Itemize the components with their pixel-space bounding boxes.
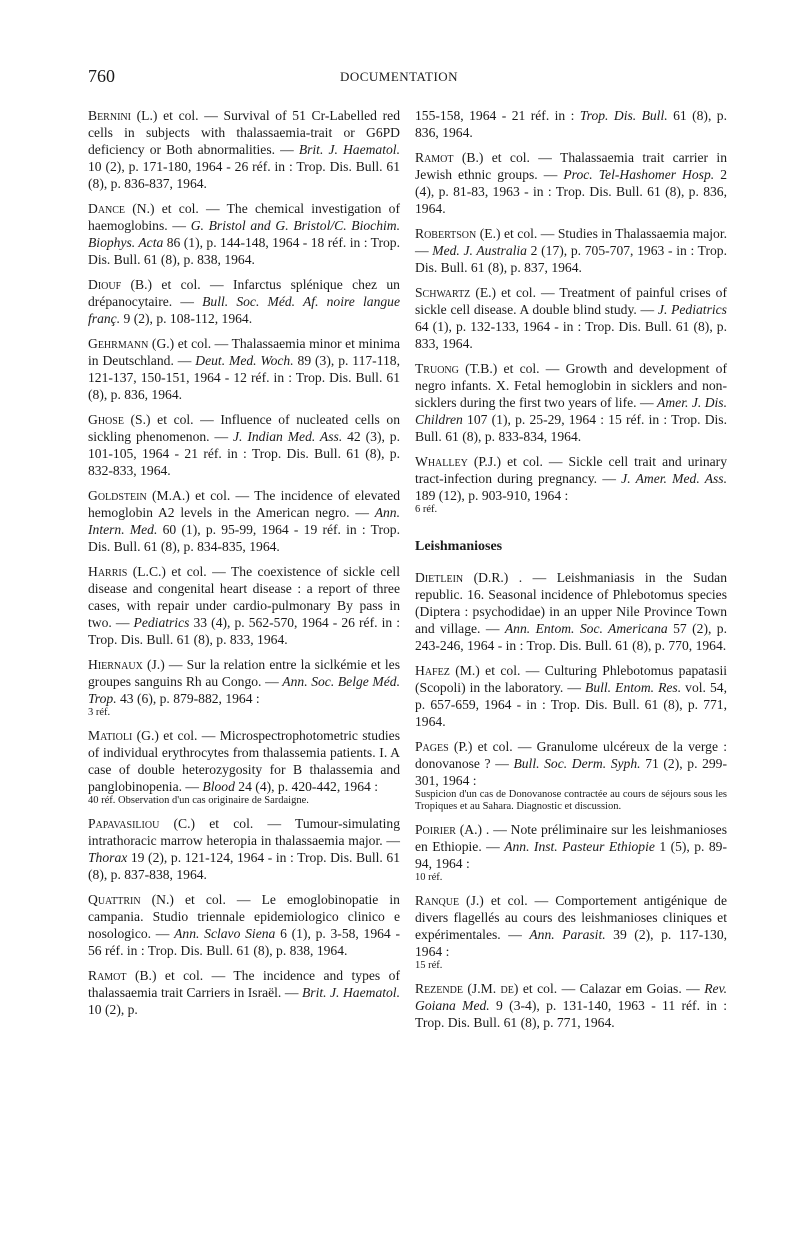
reference-source: Bull. Soc. Derm. Syph. — [513, 756, 641, 771]
reference-details: vol. 54, p. 657-659, 1964 - in : Trop. Dis. Bull. 61 (8), p. 771, 1964. — [415, 680, 727, 729]
reference-text: 155-158, 1964 - 21 réf. in : — [415, 108, 575, 123]
reference-author: Goldstein (M.A.) — [88, 488, 190, 503]
reference-text: et col. — The incidence of elevated hemoglobin A2 levels in the American negro. — — [88, 488, 401, 520]
reference-details: 57 (2), p. 243-246, 1964 - in : Trop. Dis. Bull. 61 (8), p. 770, 1964. — [415, 621, 727, 653]
reference-author: Gehrmann (G.) — [88, 336, 175, 351]
reference-author: Ramot (B.) — [88, 968, 157, 983]
reference-details: 86 (1), p. 144-148, 1964 - 18 réf. in : Trop. Dis. Bull. 61 (8), p. 838, 1964. — [88, 235, 400, 267]
page-number: 760 — [88, 66, 115, 86]
reference-details: 39 (2), p. 117-130, 1964 : — [415, 927, 728, 959]
reference-entry — [88, 200, 400, 268]
reference-entry — [415, 453, 727, 516]
reference-entry — [415, 225, 727, 276]
reference-source: Amer. J. Dis. Children — [415, 395, 727, 427]
reference-entry — [88, 335, 400, 403]
reference-text: et col. — Infarctus splénique chez un drépanocytaire. — — [88, 277, 400, 309]
reference-text: et col. — Survival of 51 Cr-Labelled red cells in subjects with thalassaemia-trait or G6PD deficiency or Both abnormalities. — — [88, 108, 400, 157]
reference-author: Ranque (J.) — [415, 893, 484, 908]
reference-details: 10 (2), p. 171-180, 1964 - 26 réf. in : Trop. Dis. Bull. 61 (8), p. 836-837, 1964. — [88, 159, 400, 191]
reference-note: 3 réf. — [88, 707, 111, 718]
reference-details: 33 (4), p. 562-570, 1964 - 26 réf. in : Trop. Dis. Bull. 61 (8), p. 833, 1964. — [88, 615, 400, 647]
reference-details: 89 (3), p. 117-118, 121-137, 150-151, 1964 - 12 réf. in : Trop. Dis. Bull. 61 (8), p. 836, 1964. — [88, 353, 400, 402]
reference-text: et col. — Culturing Phlebotomus papatasii (Scopoli) in the laboratory. — — [415, 663, 727, 695]
reference-entry — [88, 487, 400, 555]
reference-source: Deut. Med. Woch. — [195, 353, 294, 368]
reference-entry — [88, 967, 400, 1018]
running-head: DOCUMENTATION — [339, 69, 459, 84]
reference-text: et col. — Growth and development of negro infants. X. Fetal hemoglobin in sicklers and non-sicklers during the first two years of life. — — [415, 361, 727, 410]
reference-author: Dietlein (D.R.) — [415, 570, 509, 585]
reference-details: 107 (1), p. 25-29, 1964 : 15 réf. in : Trop. Dis. Bull. 61 (8), p. 833-834, 1964. — [415, 412, 727, 444]
reference-text: . — Leishmaniasis in the Sudan republic. 16. Seasonal incidence of Phlebotomus species (Diptera : psychodidae) in an upper Nile Province Town and village. — — [415, 570, 727, 636]
section-title: Leishmanioses — [415, 539, 503, 554]
reference-source: Pediatrics — [133, 615, 190, 630]
reference-author: Hiernaux (J.) — [88, 657, 165, 672]
reference-text: et col. — Influence of nucleated cells on sickling phenomenon. — — [88, 412, 400, 444]
reference-author: Dance (N.) — [88, 201, 155, 216]
reference-entry — [88, 891, 400, 959]
reference-author: Robertson (E.) — [415, 226, 501, 241]
reference-source: Med. J. Australia — [432, 243, 527, 258]
reference-source: J. Amer. Med. Ass. — [621, 471, 727, 486]
reference-entry — [415, 980, 727, 1031]
reference-note: 6 réf. — [415, 504, 438, 515]
reference-source: Bull. Soc. Méd. Af. noire langue franç. — [88, 294, 400, 326]
page-header — [88, 66, 710, 90]
reference-text: et col. — The chemical investigation of haemoglobins. — — [88, 201, 400, 233]
reference-entry — [415, 662, 727, 730]
reference-text: et col. — Granulome ulcéreux de la verge : donovanose ? — — [415, 739, 728, 771]
reference-entry — [88, 411, 400, 479]
reference-entry — [88, 107, 400, 192]
left-column — [88, 107, 400, 1026]
reference-source: Brit. J. Haematol. — [298, 142, 400, 157]
reference-author: Papavasiliou (C.) — [88, 816, 196, 831]
reference-note: Suspicion d'un cas de Donovanose contractée au cours de séjours sous les Tropiques et au Sahara. Diagnostic et discussion. — [415, 789, 727, 812]
reference-text: . — Note préliminaire sur les leishmanioses en Ethiopie. — — [415, 822, 727, 854]
right-references-a — [415, 107, 727, 516]
reference-author: Harris (L.C.) — [88, 564, 166, 579]
reference-entry — [415, 821, 727, 884]
reference-source: Trop. Dis. Bull. — [579, 108, 668, 123]
reference-text: — Sur la relation entre la siclkémie et les groupes sanguins Rh au Congo. — — [88, 657, 400, 689]
reference-details: 2 (4), p. 81-83, 1963 - in : Trop. Dis. Bull. 61 (8), p. 836, 1964. — [415, 167, 727, 216]
reference-author: Schwartz (E.) — [415, 285, 497, 300]
reference-details: 9 (3-4), p. 131-140, 1963 - 11 réf. in : Trop. Dis. Bull. 61 (8), p. 771, 1964. — [415, 998, 728, 1030]
reference-text: et col. — Thalassaemia minor et minima in Deutschland. — — [88, 336, 401, 368]
reference-details: 19 (2), p. 121-124, 1964 - in : Trop. Dis. Bull. 61 (8), p. 837-838, 1964. — [88, 850, 400, 882]
reference-source: Rev. Goiana Med. — [415, 981, 727, 1013]
reference-note: 40 réf. Observation d'un cas originaire de Sardaigne. — [88, 795, 309, 806]
reference-text: et col. — Calazar em Goias. — — [522, 981, 700, 996]
reference-entry — [88, 276, 400, 327]
reference-source: G. Bristol and G. Bristol/C. Biochim. Biophys. Acta — [88, 218, 400, 250]
reference-entry — [415, 360, 727, 445]
reference-details: 10 (2), p. — [88, 1002, 138, 1017]
reference-text: et col. — Sickle cell trait and urinary tract-infection during pregnancy. — — [415, 454, 727, 486]
reference-author: Poirier (A.) — [415, 822, 483, 837]
reference-details: 61 (8), p. 836, 1964. — [415, 108, 727, 140]
reference-author: Rezende (J.M. de) — [415, 981, 519, 996]
reference-details: 42 (3), p. 101-105, 1964 - 21 réf. in : Trop. Dis. Bull. 61 (8), p. 832-833, 1964. — [88, 429, 400, 478]
reference-source: Ann. Entom. Soc. Americana — [504, 621, 668, 636]
reference-details: 189 (12), p. 903-910, 1964 : — [415, 488, 569, 503]
reference-source: Ann. Inst. Pasteur Ethiopie — [504, 839, 655, 854]
reference-text: et col. — The coexistence of sickle cell disease and congenital heart disease : a report of three cases, with repair under cardio-pulmonary By pass in two. — — [88, 564, 400, 630]
reference-details: 24 (4), p. 420-442, 1964 : — [238, 779, 378, 794]
reference-entry — [415, 892, 727, 972]
reference-text: et col. — Treatment of painful crises of sickle cell disease. A double blind study. — — [415, 285, 727, 317]
reference-text: et col. — Microspectrophotometric studies of individual erythrocytes from thalassemia patients. I. A case of double heterozygosity for B thalassemia and panglobinopenia. — — [88, 728, 400, 794]
right-column — [415, 107, 727, 1039]
reference-source: Ann. Parasit. — [529, 927, 606, 942]
reference-source: Ann. Soc. Belge Méd. Trop. — [88, 674, 400, 706]
reference-author: Ramot (B.) — [415, 150, 484, 165]
reference-entry — [415, 107, 727, 141]
reference-author: Matioli (G.) — [88, 728, 159, 743]
reference-details: 9 (2), p. 108-112, 1964. — [123, 311, 253, 326]
reference-author: Diouf (B.) — [88, 277, 153, 292]
reference-source: Proc. Tel-Hashomer Hosp. — [563, 167, 715, 182]
reference-note: 15 réf. — [415, 960, 443, 971]
reference-author: Ghose (S.) — [88, 412, 151, 427]
reference-author: Hafez (M.) — [415, 663, 480, 678]
reference-entry — [415, 284, 727, 352]
reference-note: 10 réf. — [415, 872, 443, 883]
reference-source: J. Pediatrics — [657, 302, 727, 317]
reference-entry — [415, 569, 727, 654]
reference-author: Truong (T.B.) — [415, 361, 498, 376]
reference-entry — [88, 815, 400, 883]
reference-source: Brit. J. Haematol. — [301, 985, 400, 1000]
reference-details: 60 (1), p. 95-99, 1964 - 19 réf. in : Trop. Dis. Bull. 61 (8), p. 834-835, 1964. — [88, 522, 400, 554]
reference-details: 2 (17), p. 705-707, 1963 - in : Trop. Dis. Bull. 61 (8), p. 837, 1964. — [415, 243, 727, 275]
reference-text: et col. — The incidence and types of thalassaemia trait Carriers in Israël. — — [88, 968, 400, 1000]
reference-text: et col. — Studies in Thalassaemia major. — — [415, 226, 727, 258]
reference-details: 6 (1), p. 3-58, 1964 - 56 réf. in : Trop. Dis. Bull. 61 (8), p. 838, 1964. — [88, 926, 400, 958]
reference-source: Thorax — [88, 850, 128, 865]
reference-source: Bull. Entom. Res. — [585, 680, 682, 695]
reference-entry — [415, 738, 727, 813]
reference-entry — [88, 563, 400, 648]
reference-text: et col. — Le emoglobinopatie in campania. Studio triennale epidemiologico clinico e nosologico. — — [88, 892, 400, 941]
reference-source: J. Indian Med. Ass. — [232, 429, 343, 444]
reference-author: Pages (P.) — [415, 739, 473, 754]
reference-text: et col. — Thalassaemia trait carrier in Jewish ethnic groups. — — [415, 150, 727, 182]
reference-details: 64 (1), p. 132-133, 1964 - in : Trop. Dis. Bull. 61 (8), p. 833, 1964. — [415, 319, 727, 351]
reference-entry — [415, 149, 727, 217]
reference-details: 1 (5), p. 89-94, 1964 : — [415, 839, 727, 871]
reference-details: 43 (6), p. 879-882, 1964 : — [120, 691, 260, 706]
reference-author: Whalley (P.J.) — [415, 454, 502, 469]
reference-text: et col. — Tumour-simulating intrathoracic marrow heteropia in thalassaemia major. — — [88, 816, 400, 848]
reference-author: Bernini (L.) — [88, 108, 158, 123]
reference-text: et col. — Comportement antigénique de divers flagellés au cours des leishmanioses cliniques et expérimentales. — — [415, 893, 728, 942]
reference-entry — [88, 656, 400, 719]
reference-details: 71 (2), p. 299-301, 1964 : — [415, 756, 727, 788]
reference-source: Ann. Intern. Med. — [88, 505, 400, 537]
right-references-b — [415, 569, 727, 1031]
reference-entry — [88, 727, 400, 807]
reference-author: Quattrin (N.) — [88, 892, 174, 907]
reference-source: Blood — [202, 779, 235, 794]
reference-source: Ann. Sclavo Siena — [174, 926, 276, 941]
